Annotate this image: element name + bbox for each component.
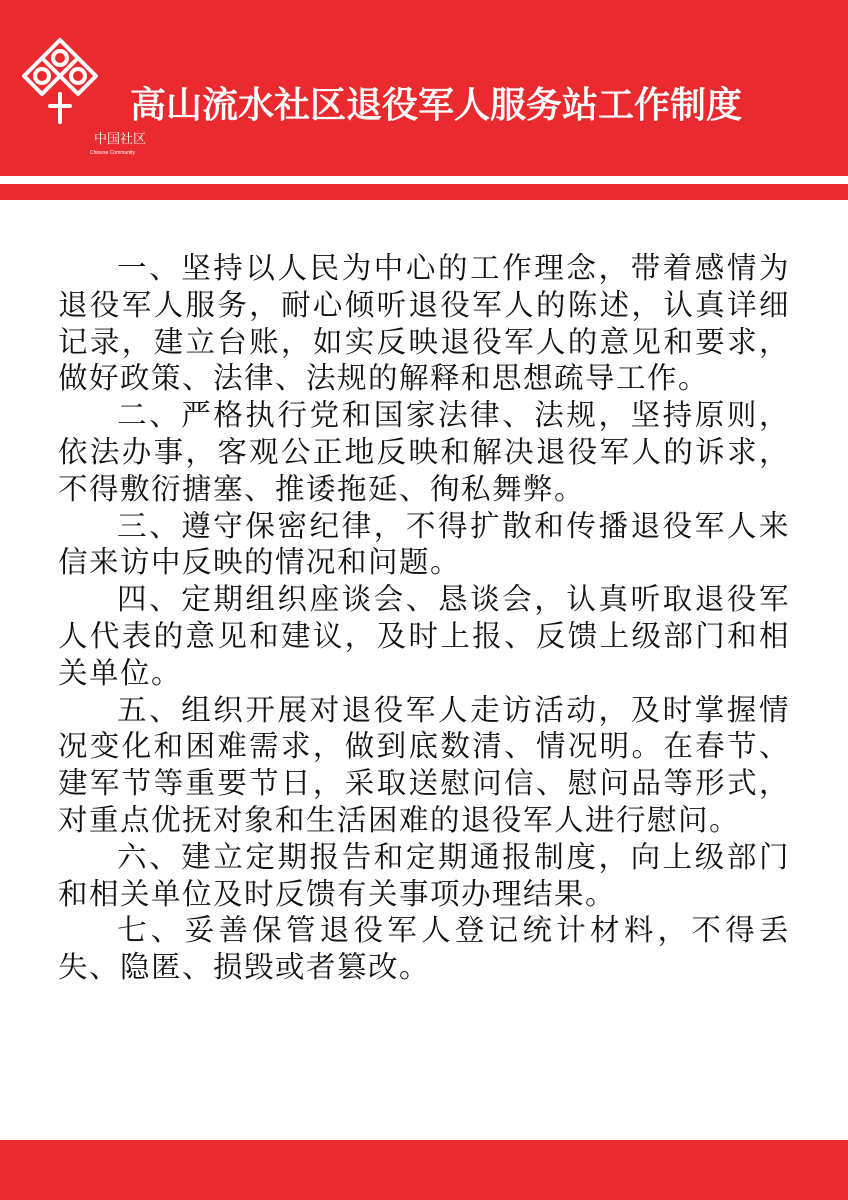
regulation-item-3: 三、遵守保密纪律，不得扩散和传播退役军人来信来访中反映的情况和问题。 xyxy=(58,508,790,580)
community-logo xyxy=(20,36,147,156)
regulation-item-5: 五、组织开展对退役军人走访活动，及时掌握情况变化和困难需求，做到底数清、情况明。在春节、建军节等重要节日，采取送慰问信、慰问品等形式，对重点优抚对象和生活困难的退役军人进行慰问。 xyxy=(58,692,790,837)
regulation-item-1: 一、坚持以人民为中心的工作理念，带着感情为退役军人服务，耐心倾听退役军人的陈述，认真详细记录，建立台账，如实反映退役军人的意见和要求，做好政策、法律、法规的解释和思想疏导工作。 xyxy=(58,251,790,396)
footer-band xyxy=(0,1140,848,1200)
regulation-item-2: 二、严格执行党和国家法律、法规，坚持原则，依法办事，客观公正地反映和解决退役军人的诉求，不得敷衍搪塞、推诿拖延、徇私舞弊。 xyxy=(58,398,790,506)
community-logo-icon xyxy=(20,36,128,128)
logo-subtext: Chinese Community xyxy=(90,150,136,156)
logo-text: 中国社区 xyxy=(94,132,147,147)
page-title: 高山流水社区退役军人服务站工作制度 xyxy=(130,85,743,126)
regulation-item-6: 六、建立定期报告和定期通报制度，向上级部门和相关单位及时反馈有关事项办理结果。 xyxy=(58,839,790,911)
header-stripe xyxy=(0,184,848,200)
header-gap xyxy=(0,176,848,184)
regulation-item-7: 七、妥善保管退役军人登记统计材料，不得丢失、隐匿、损毁或者篡改。 xyxy=(58,913,790,985)
regulation-item-4: 四、定期组织座谈会、恳谈会，认真听取退役军人代表的意见和建议，及时上报、反馈上级部门和相关单位。 xyxy=(58,582,790,690)
regulations-body xyxy=(58,250,790,986)
